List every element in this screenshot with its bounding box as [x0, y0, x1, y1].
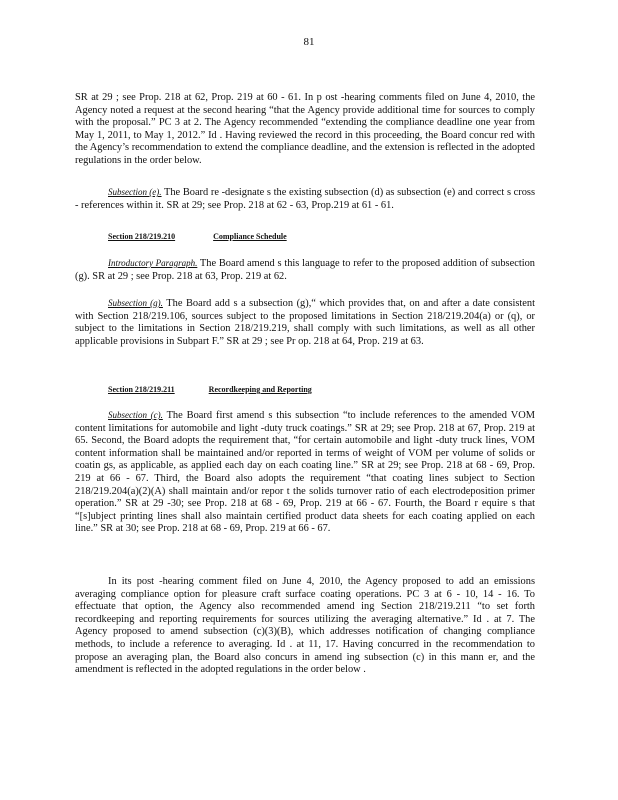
paragraph-2 [75, 186, 535, 212]
subsection-label: Subsection (g). [108, 298, 163, 308]
paragraph-3 [75, 257, 535, 283]
section-number: Section 218/219.210 [108, 232, 176, 241]
section-heading-210 [108, 232, 287, 241]
page-number: 81 [303, 36, 315, 48]
subsection-label: Subsection (e). [108, 187, 162, 197]
paragraph-1: SR at 29 ; see Prop. 218 at 62, Prop. 219 at 60 - 61. In p ost -hearing comments filed on June 4, 2010, the Agency noted a request at the second hearing “that the Agency provide additional time for sources to comply with the proposal.” PC 3 at 2. The Agency recommended “extending the compliance deadline one year from May 1, 2011, to May 1, 2012.” Id . Having reviewed the record in this proceeding, the Board concur red with the Agency’s recommendation to extend the compliance deadline, and the extension is reflected in the adopted regulations in the order below. [75, 92, 535, 166]
subsection-label: Subsection (c). [108, 410, 163, 420]
paragraph-label: Introductory Paragraph. [108, 258, 198, 268]
section-title: Recordkeeping and Reporting [208, 385, 312, 394]
section-heading-211 [108, 385, 312, 394]
section-number: Section 218/219.211 [108, 385, 175, 394]
paragraph-5 [75, 409, 535, 536]
paragraph-4 [75, 297, 535, 348]
paragraph-text: The Board first amend s this subsection “to include references to the amended VOM content limitations for automobile and light -duty truck coatings.” SR at 29; see Prop. 218 at 67, Prop. 219 at 65. Second, the Board adopts the requirement that, “for certain automobile and light -duty truck lines, VOM content information shall be maintained and/or reported in terms of weight of VOM per volume of solids or coatin gs, as applicable, as applied each day on each coating line.” SR at 29; see Prop. 218 at 68 - 69, Prop. 219 at 66 - 67. Third, the Board also adopts the requirement “that coating lines subject to Section 218/219.204(a)(2)(A) shall maintain and/or repor t the solids turnover ratio of each electrodeposition primer operation.” SR at 29 -30; see Prop. 218 at 68 - 69, Prop. 219 at 66 - 67. Fourth, the Board r equire s that “[s]ubject printing lines shall also maintain certified product data sheets for each coating applied on each line.” SR at 30; see Prop. 218 at 68 - 69, Prop. 219 at 66 - 67. [75, 410, 535, 535]
section-title: Compliance Schedule [213, 232, 287, 241]
paragraph-6: In its post -hearing comment filed on June 4, 2010, the Agency proposed to add an emissions averaging compliance option for pleasure craft surface coating operations. PC 3 at 6 - 10, 14 - 16. To effectuate that option, the Agency also recommended amend ing Section 218/219.211 “to set forth recordkeeping and reporting requirements for sources utilizing the averaging alternative.” Id . at 7. The Agency proposed to amend subsection (c)(3)(B), which addresses notification of changing compliance methods, to include a reference to averaging. Id . at 11, 17. Having concurred in the recommendation to propose an averaging plan, the Board also concurs in amend ing subsection (c) in this mann er, and the amendment is reflected in the adopted regulations in the order below . [75, 576, 535, 676]
paragraph-text: The Board amend s this language to refer to the proposed addition of subsection (g). SR at 29 ; see Prop. 218 at 63, Prop. 219 at 62. [75, 258, 535, 282]
paragraph-text: The Board add s a subsection (g),“ which provides that, on and after a date consistent with Section 218/219.106, sources subject to the proposed limitations in Section 218/219.204(a) or (q), or subject to the limitations in Section 218/219.219, shall comply with such limitations, as well as all other applicable provisions in Subpart F.” SR at 29 ; see Pr op. 218 at 64, Prop. 219 at 63. [75, 298, 535, 347]
paragraph-text: The Board re -designate s the existing subsection (d) as subsection (e) and correct s cross - references within it. SR at 29; see Prop. 218 at 62 - 63, Prop.219 at 61 - 61. [75, 187, 536, 211]
